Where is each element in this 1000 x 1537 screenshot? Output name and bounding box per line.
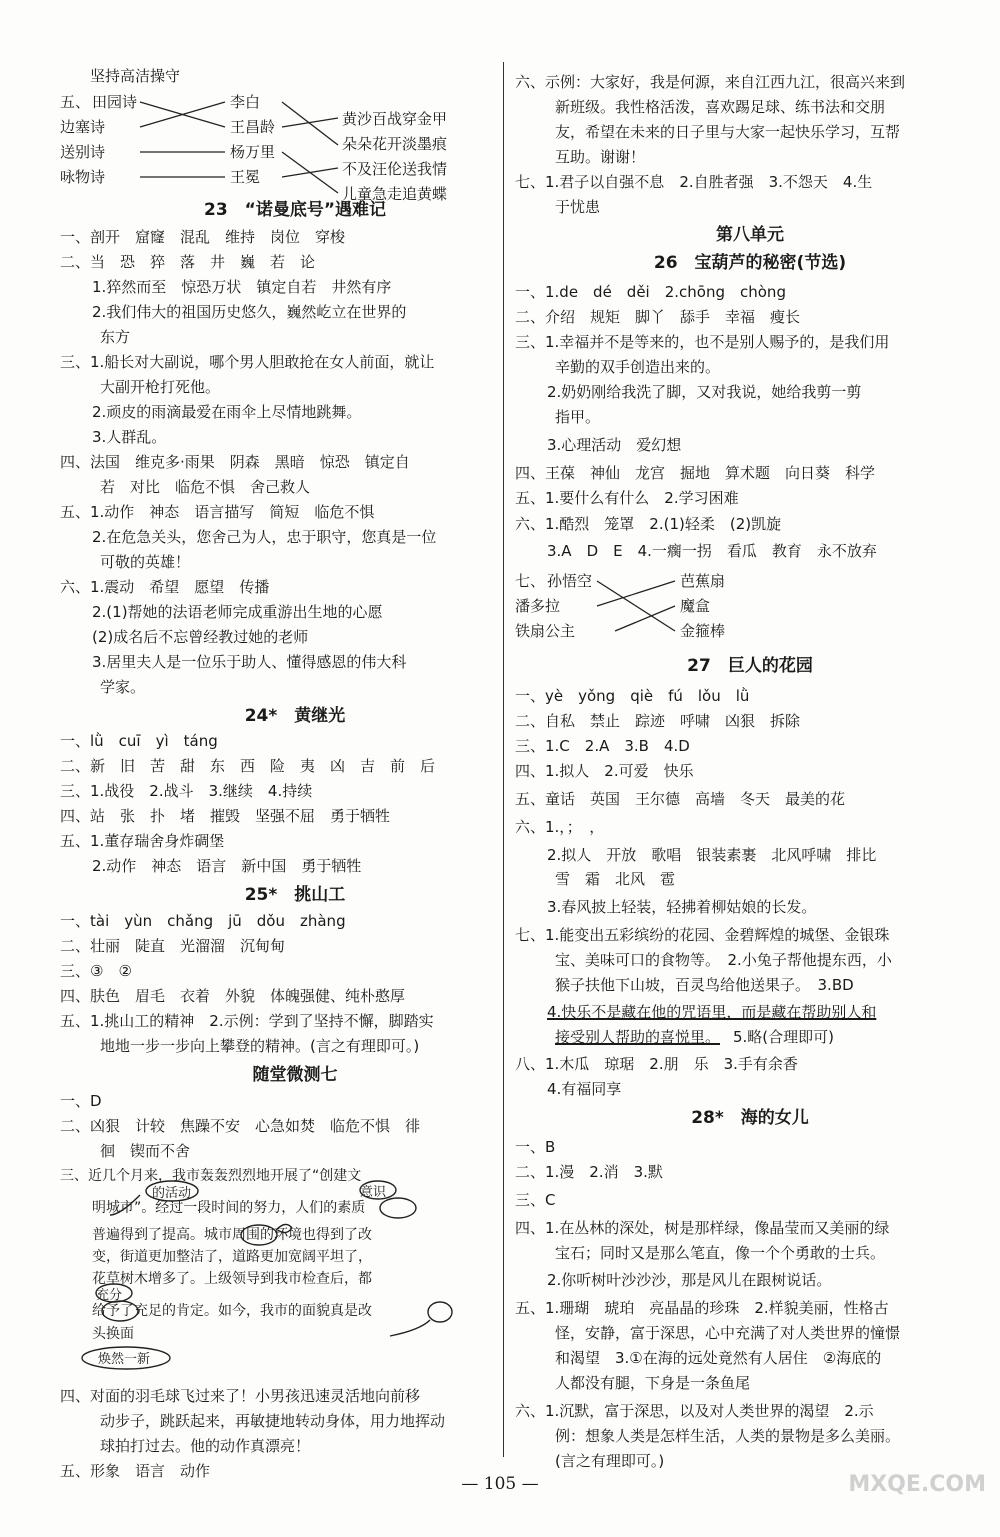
text-line: 六、1.酷烈 笼罩 2.(1)轻柔 (2)凯旋 [515,515,782,533]
unit-heading: 第八单元 [716,225,784,245]
section-heading: 23 “诺曼底号”遇难记 [203,200,386,220]
text-line: 2.奶奶刚给我洗了脚，又对我说，她给我剪一剪 [547,383,862,401]
underlined-answer: 接受别人帮助的喜悦里。 [555,1028,721,1046]
text-line: 猴子扶他下山坡，百灵鸟给他送果子。 3.BD [555,976,854,994]
correction-marks [60,1160,530,1380]
text-line: 头换面 [92,1326,134,1342]
text-line: 和渴望 3.①在海的远处竟然有人居住 ②海底的 [555,1349,882,1367]
text-line: 六、示例：大家好，我是何源，来自江西九江，很高兴来到 [515,73,906,91]
text-line: 互助。谢谢！ [555,148,646,166]
text-line: 四、王葆 神仙 龙宫 掘地 算术题 向日葵 科学 [515,464,876,482]
text-line: 二、介绍 规矩 脚丫 舔手 幸福 瘦长 [515,308,801,326]
text-line: 普遍得到了提高。城市周围的环境也得到了改 [92,1227,372,1243]
text-line: 2.在危急关头，您舍己为人，忠于职守，您真是一位 [92,528,437,546]
text-line: 大副开枪打死他。 [100,378,221,396]
underlined-answer: 4.快乐不是藏在他的咒语里，而是藏在帮助别人和 [547,1003,877,1021]
text-line: 五、形象 语言 动作 [60,1462,211,1480]
poem-type: 咏物诗 [60,168,106,186]
item: 芭蕉扇 [680,572,726,590]
poem-type: 边塞诗 [60,118,106,136]
text-line: 四、肤色 眉毛 衣着 外貌 体魄强健、纯朴憨厚 [60,987,406,1005]
verse: 朵朵花开淡墨痕 [342,135,448,153]
text-line: 七、1.能变出五彩缤纷的花园、金碧辉煌的城堡、金银珠 [515,926,890,944]
text-line: 二、当 恐 猝 落 井 巍 若 论 [60,253,316,271]
text-line: 一、B [515,1138,556,1156]
text-line: 四、站 张 扑 堵 摧毁 坚强不屈 勇于牺牲 [60,807,391,825]
poet: 杨万里 [230,143,276,161]
text-line: 五、童话 英国 王尔德 高墙 冬天 最美的花 [515,790,846,808]
text-line: 花草树木增多了。上级领导到我市检查后，都 [92,1271,372,1287]
text-line: 地地一步一步向上攀登的精神。(言之有理即可。) [100,1037,420,1055]
text-line: 学家。 [100,678,146,696]
poet: 王冕 [230,168,261,186]
text-line: 明城市”。经过一段时间的努力，人们的素质 [92,1200,366,1216]
text-line: 2.(1)帮她的法语老师完成重游出生地的心愿 [92,603,383,621]
text-line: 二、新 旧 苦 甜 东 西 险 夷 凶 吉 前 后 [60,757,436,775]
text-line: 三、1.船长对大副说，哪个男人胆敢抢在女人前面，就让 [60,353,435,371]
character: 潘多拉 [515,597,561,615]
text-line: 若 对比 临危不惧 舍己救人 [100,478,311,496]
handwritten-correction: 充分 [96,1288,123,1303]
section-heading: 27 巨人的花园 [687,656,813,676]
text-line: 宝石；同时又是那么笔直，像一个个勇敢的士兵。 [555,1244,886,1262]
poet: 李白 [230,93,261,111]
section-heading: 26 宝葫芦的秘密(节选) [653,253,847,273]
text-line: 3.人群乱。 [92,428,167,446]
text-line: 坚持高洁操守 [90,67,181,85]
text-line: 例：想象人类是怎样生活，人类的景物是多么美丽。 [555,1427,901,1445]
watermark: MXQE.COM [848,1472,986,1497]
verse: 不及汪伦送我情 [342,160,448,178]
text-line: 给予了充足的肯定。如今，我市的面貌真是改 [92,1303,372,1319]
page-number: — 105 — [461,1474,539,1494]
text-line: 三、C [515,1191,556,1209]
text-line: 宝、美味可口的食物等。 2.小兔子帮他提东西，小 [555,951,892,969]
section-heading: 24* 黄继光 [244,706,346,726]
text-line: 七、1.君子以自强不息 2.自胜者强 3.不怨天 4.生 [515,173,873,191]
text-line: 四、1.在丛林的深处，树是那样绿，像晶莹而又美丽的绿 [515,1219,890,1237]
text-line: 一、yè yǒng qiè fú lǒu lǜ [515,687,750,705]
text-line: 动步子，跳跃起来，再敏捷地转动身体，用力地挥动 [100,1412,446,1430]
text-line: (2)成名后不忘曾经教过她的老师 [92,628,309,646]
text-line: 二、凶狠 计较 焦躁不安 心急如焚 临危不惧 徘 [60,1117,421,1135]
section-heading: 28* 海的女儿 [691,1108,809,1128]
text-line: 一、剖开 窟窿 混乱 维持 岗位 穿梭 [60,228,346,246]
text-line: 五、1.珊瑚 琥珀 亮晶晶的珍珠 2.样貌美丽，性格古 [515,1299,889,1317]
text-line: 四、法国 维克多·雨果 阴森 黑暗 惊恐 镇定自 [60,453,410,471]
text-line: 辛勤的双手创造出来的。 [555,358,721,376]
text-line: 于忧患 [555,198,601,216]
matching-lines [60,90,530,210]
text-line: 3.心理活动 爱幻想 [547,436,682,454]
handwritten-correction: 意识 [360,1185,387,1200]
text-line: 六、1.，； ， [515,818,605,836]
text-line: 指甲。 [555,408,601,426]
poem-type: 送别诗 [60,143,106,161]
item: 魔盒 [680,597,711,615]
text-line: 二、自私 禁止 踪迹 呼啸 凶狠 拆除 [515,712,801,730]
text-line: 变，街道更加整洁了，道路更加宽阔平坦了， [92,1249,372,1265]
text-line: 2.动作 神态 语言 新中国 勇于牺牲 [92,857,362,875]
text-line: 可敬的英雄！ [100,553,191,571]
character: 铁扇公主 [515,622,576,640]
item: 金箍棒 [680,622,726,640]
text-line: 徊 锲而不舍 [100,1142,191,1160]
text-line: 五、1.动作 神态 语言描写 简短 临危不惧 [60,503,375,521]
handwritten-correction: 的活动 [152,1186,192,1201]
text-line: 雪 霜 北风 雹 [555,870,676,888]
text-line: 一、tài yùn chǎng jū dǒu zhàng [60,912,346,930]
question-label: 五、 [60,93,91,111]
section-heading: 25* 挑山工 [244,885,346,905]
text-line: 2.你听树叶沙沙沙，那是风儿在跟树说话。 [547,1271,832,1289]
text-line: 三、1.战役 2.战斗 3.继续 4.持续 [60,782,313,800]
text-line: 一、1.de dé děi 2.chōng chòng [515,283,786,301]
text-line: (言之有理即可。) [555,1452,665,1470]
text-line: 三、近几个月来，我市轰轰烈烈地开展了“创建文 [60,1168,362,1184]
text-line: 怪，安静，富于深思，心中充满了对人类世界的憧憬 [555,1324,901,1342]
text-line: 三、1.C 2.A 3.B 4.D [515,737,690,755]
text-line: 四、1.拟人 2.可爱 快乐 [515,762,694,780]
section-heading: 随堂微测七 [252,1065,338,1085]
text-line: 六、1.沉默，富于深思，以及对人类世界的渴望 2.示 [515,1402,874,1420]
text-line: 人都没有腿，下身是一条鱼尾 [555,1374,751,1392]
text-line: 五、1.要什么有什么 2.学习困难 [515,489,739,507]
text-line: 四、对面的羽毛球飞过来了！小男孩迅速灵活地向前移 [60,1387,421,1405]
poet: 王昌龄 [230,118,276,136]
verse: 儿童急走追黄蝶 [342,185,448,203]
matching-lines [515,569,985,649]
text-line: 一、lǜ cuī yì táng [60,732,218,750]
verse: 黄沙百战穿金甲 [342,110,448,128]
text-line: 八、1.木瓜 琼琚 2.朋 乐 3.手有余香 [515,1055,798,1073]
text-line: 3.居里夫人是一位乐于助人、懂得感恩的伟大科 [92,653,407,671]
text-line: 球拍打过去。他的动作真漂亮！ [100,1437,311,1455]
question-label: 七、 [515,572,546,590]
text-line: 二、1.漫 2.消 3.默 [515,1163,663,1181]
text-line: 二、壮丽 陡直 光溜溜 沉甸甸 [60,937,286,955]
text-line: 4.有福同享 [547,1080,622,1098]
text-line: 五、1.董存瑞舍身炸碉堡 [60,832,225,850]
text-line: 三、1.幸福并不是等来的，也不是别人赐予的，是我们用 [515,333,890,351]
text-line: 2.我们伟大的祖国历史悠久，巍然屹立在世界的 [92,303,407,321]
text-line: 三、③ ② [60,962,132,980]
text-line: 2.顽皮的雨滴最爱在雨伞上尽情地跳舞。 [92,403,362,421]
text-line: 东方 [100,328,131,346]
text-line: 五、1.挑山工的精神 2.示例：学到了坚持不懈，脚踏实 [60,1012,434,1030]
text-line: 六、1.震动 希望 愿望 传播 [60,578,270,596]
text-line: 3.A D E 4.一瘸一拐 看瓜 教育 永不放弃 [547,542,877,560]
text-line: 1.猝然而至 惊恐万状 镇定自若 井然有序 [92,278,392,296]
text-line: 3.春风披上轻装，轻拂着柳姑娘的长发。 [547,898,817,916]
handwritten-correction: 焕然一新 [98,1352,151,1367]
text-line: 一、D [60,1092,102,1110]
character: 孙悟空 [547,572,593,590]
poem-type: 田园诗 [92,93,138,111]
text-line: 5.略(合理即可) [733,1028,835,1046]
text-line: 2.拟人 开放 歌唱 银装素裹 北风呼啸 排比 [547,846,877,864]
text-line: 友，希望在未来的日子里与大家一起快乐学习，互帮 [555,123,901,141]
text-line: 新班级。我性格活泼，喜欢踢足球、练书法和交朋 [555,98,886,116]
